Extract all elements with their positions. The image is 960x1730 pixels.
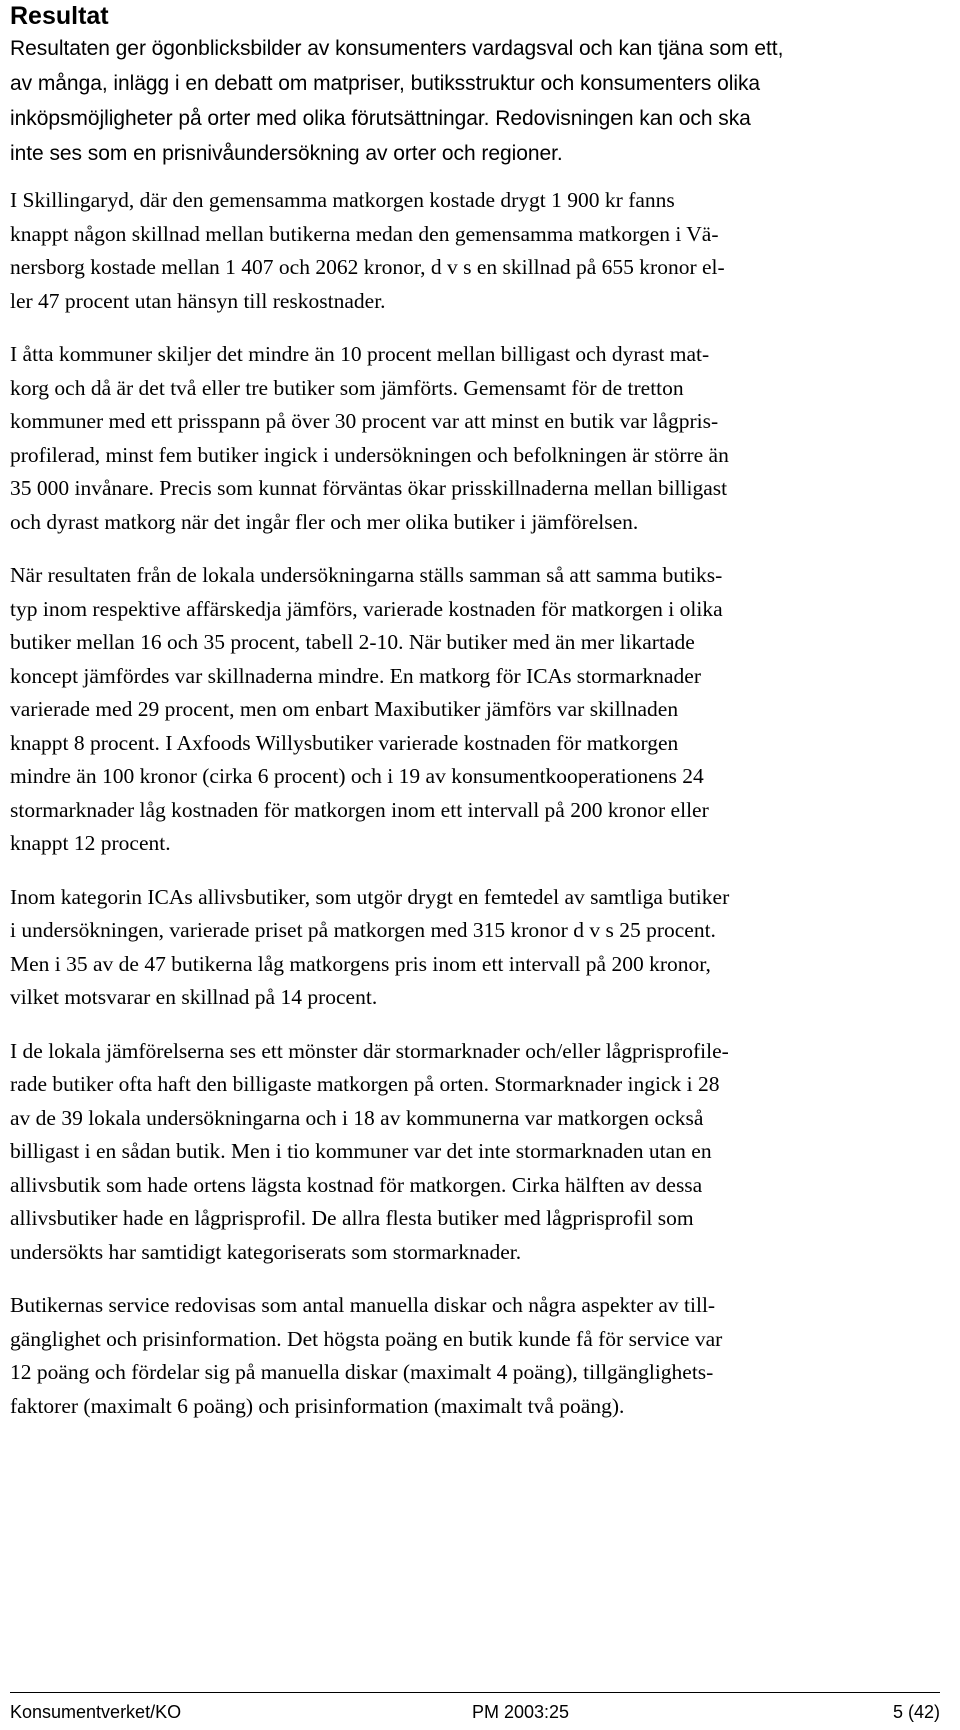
paragraph-line: stormarknader låg kostnaden för matkorgen inom ett intervall på 200 kronor eller bbox=[10, 797, 709, 822]
paragraph-line: knappt 8 procent. I Axfoods Willysbutiker varierade kostnaden för matkorgen bbox=[10, 730, 679, 755]
intro-line: inköpsmöjligheter på orter med olika förutsättningar. Redovisningen kan och ska bbox=[10, 107, 751, 130]
paragraph-line: i undersökningen, varierade priset på matkorgen med 315 kronor d v s 25 procent. bbox=[10, 918, 716, 942]
paragraph-line: allivsbutiker hade en lågprisprofil. De allra flesta butiker med lågprisprofil som bbox=[10, 1206, 694, 1230]
paragraph-line: I de lokala jämförelserna ses ett mönster där stormarknader och/eller lågprisprofile- bbox=[10, 1038, 729, 1063]
paragraph-line: vilket motsvarar en skillnad på 14 procent. bbox=[10, 985, 378, 1009]
paragraph-line: knappt 12 procent. bbox=[10, 831, 171, 855]
paragraph-line: ler 47 procent utan hänsyn till reskostnader. bbox=[10, 288, 386, 313]
paragraph-line: varierade med 29 procent, men om enbart Maxibutiker jämförs var skillnaden bbox=[10, 697, 679, 721]
paragraph-lokala-jamforelser bbox=[10, 1035, 945, 1270]
intro-line: inte ses som en prisnivåundersökning av orter och regioner. bbox=[10, 142, 563, 165]
paragraph-line: profilerad, minst fem butiker ingick i undersökningen och befolkningen är större än bbox=[10, 442, 729, 467]
document-page bbox=[10, 0, 945, 1423]
footer-report-id: PM 2003:25 bbox=[472, 1702, 570, 1722]
paragraph-line: billigast i en sådan butik. Men i tio kommuner var det inte stormarknaden utan en bbox=[10, 1139, 712, 1163]
paragraph-line: undersökts har samtidigt kategoriserats som stormarknader. bbox=[10, 1239, 522, 1264]
paragraph-skillingaryd bbox=[10, 184, 945, 318]
paragraph-service bbox=[10, 1289, 945, 1423]
paragraph-line: I Skillingaryd, där den gemensamma matkorgen kostade drygt 1 900 kr fanns bbox=[10, 188, 675, 212]
paragraph-line: koncept jämfördes var skillnaderna mindre. En matkorg för ICAs stormarknader bbox=[10, 663, 701, 688]
paragraph-allivsbutiker bbox=[10, 881, 945, 1015]
paragraph-line: Men i 35 av de 47 butikerna låg matkorgens pris inom ett intervall på 200 kronor, bbox=[10, 951, 711, 976]
paragraph-line: I åtta kommuner skiljer det mindre än 10 procent mellan billigast och dyrast mat- bbox=[10, 342, 710, 366]
section-heading: Resultat bbox=[10, 2, 109, 30]
page-footer bbox=[10, 1692, 940, 1727]
paragraph-line: rade butiker ofta haft den billigaste matkorgen på orten. Stormarknader ingick i 28 bbox=[10, 1072, 720, 1096]
paragraph-line: och dyrast matkorg när det ingår fler och mer olika butiker i jämförelsen. bbox=[10, 509, 639, 534]
intro-line: av många, inlägg i en debatt om matpriser, butiksstruktur och konsumenters olika bbox=[10, 72, 761, 95]
intro-line: Resultaten ger ögonblicksbilder av konsumenters vardagsval och kan tjäna som ett, bbox=[10, 37, 784, 60]
paragraph-line: När resultaten från de lokala undersökningarna ställs samman så att samma butiks- bbox=[10, 563, 723, 587]
paragraph-line: butiker mellan 16 och 35 procent, tabell 2-10. När butiker med än mer likartade bbox=[10, 630, 695, 654]
paragraph-line: kommuner med ett prisspann på över 30 procent var att minst en butik var lågpris- bbox=[10, 409, 719, 433]
paragraph-line: typ inom respektive affärskedja jämförs, varierade kostnaden för matkorgen i olika bbox=[10, 596, 723, 621]
intro-paragraph bbox=[10, 31, 945, 171]
paragraph-line: faktorer (maximalt 6 poäng) och prisinformation (maximalt två poäng). bbox=[10, 1393, 625, 1418]
paragraph-line: allivsbutik som hade ortens lägsta kostnad för matkorgen. Cirka hälften av dessa bbox=[10, 1172, 703, 1197]
paragraph-line: Inom kategorin ICAs allivsbutiker, som utgör drygt en femtedel av samtliga butiker bbox=[10, 884, 730, 909]
footer-page-number: 5 (42) bbox=[892, 1702, 940, 1722]
paragraph-line: korg och då är det två eller tre butiker som jämförts. Gemensamt för de tretton bbox=[10, 375, 684, 400]
paragraph-line: av de 39 lokala undersökningarna och i 18 av kommunerna var matkorgen också bbox=[10, 1105, 704, 1130]
paragraph-kommuner bbox=[10, 338, 945, 539]
paragraph-line: knappt någon skillnad mellan butikerna medan den gemensamma matkorgen i Vä- bbox=[10, 221, 719, 246]
paragraph-line: 35 000 invånare. Precis som kunnat förväntas ökar prisskillnaderna mellan billigast bbox=[10, 476, 728, 500]
paragraph-affarskedja bbox=[10, 559, 945, 861]
paragraph-line: Butikernas service redovisas som antal manuella diskar och några aspekter av till- bbox=[10, 1293, 716, 1317]
paragraph-line: gänglighet och prisinformation. Det högsta poäng en butik kunde få för service var bbox=[10, 1326, 723, 1351]
paragraph-line: nersborg kostade mellan 1 407 och 2062 kronor, d v s en skillnad på 655 kronor el- bbox=[10, 255, 725, 279]
footer-publisher: Konsumentverket/KO bbox=[10, 1702, 182, 1722]
paragraph-line: 12 poäng och fördelar sig på manuella diskar (maximalt 4 poäng), tillgänglighets- bbox=[10, 1360, 714, 1384]
paragraph-line: mindre än 100 kronor (cirka 6 procent) och i 19 av konsumentkooperationens 24 bbox=[10, 764, 704, 788]
